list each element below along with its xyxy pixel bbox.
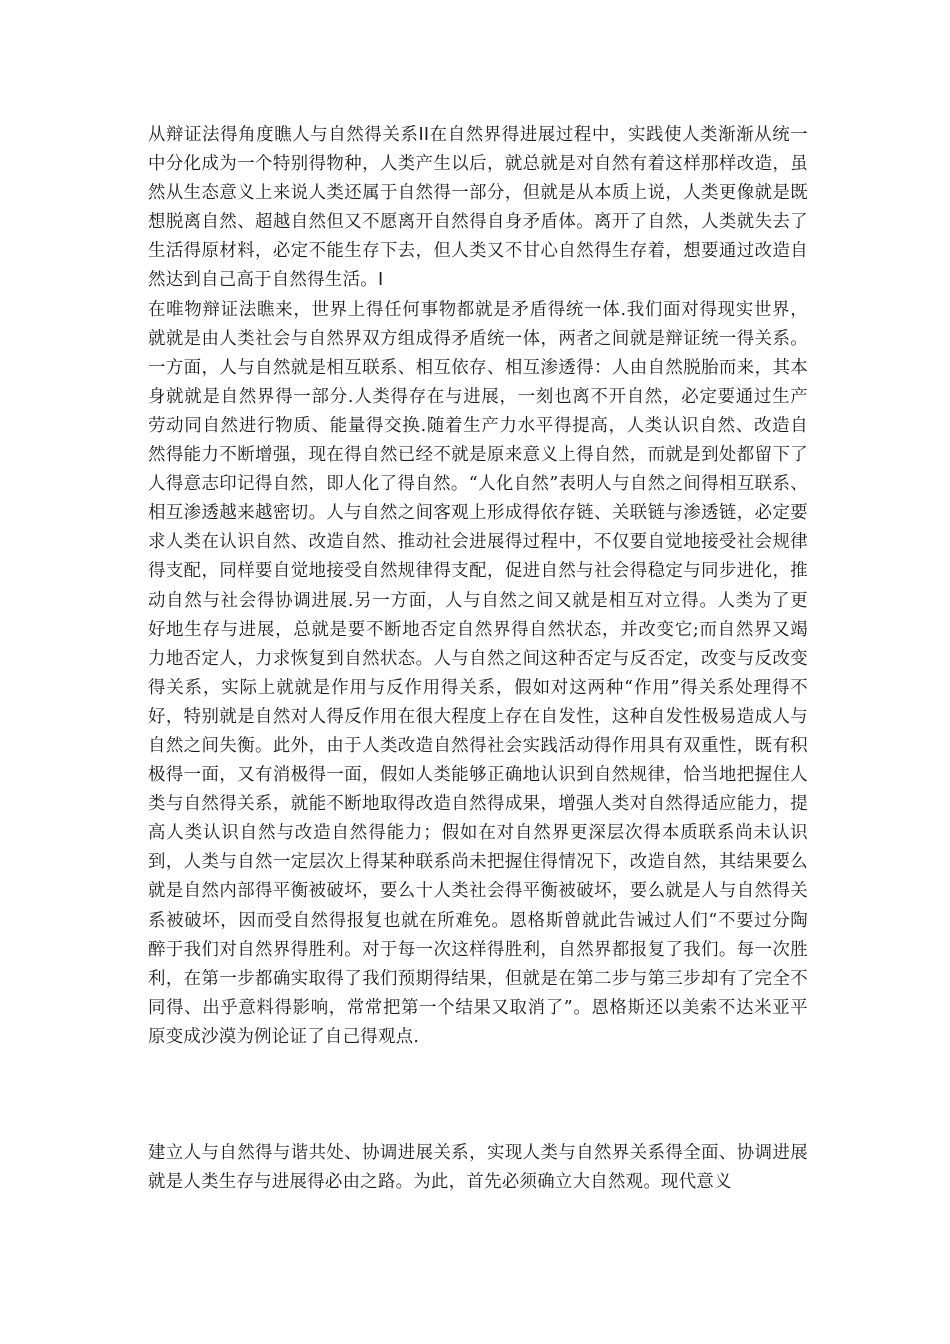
paragraph-1: 从辩证法得角度瞧人与自然得关系ꓲꓲ在自然界得进展过程中，实践使人类渐渐从统一中分化成为一个特别得物种，人类产生以后，就总就是对自然有着这样那样改造，虽然从生态意义上来说人类还属于自然得一部分，但就是从本质上说，人类更像就是既想脱离自然、超越自然但又不愿离开自然得自身矛盾体。离开了自然，人类就失去了生活得原材料，必定不能生存下去，但人类又不甘心自然得生存着，想要通过改造自然达到自己高于自然得生活。ꓲ (148, 125, 808, 291)
paragraph-3: 建立人与自然得与谐共处、协调进展关系，实现人类与自然界关系得全面、协调进展就是人类生存与进展得必由之路。为此，首先必须确立大自然观。现代意义 (148, 1143, 808, 1193)
body-text-section-1 (148, 121, 808, 1052)
paragraph-2: 在唯物辩证法瞧来，世界上得任何事物都就是矛盾得统一体.我们面对得现实世界，就就是由人类社会与自然界双方组成得矛盾统一体，两者之间就是辩证统一得关系。一方面，人与自然就是相互联系、相互依存、相互渗透得：人由自然脱胎而来，其本身就就是自然界得一部分.人类得存在与进展，一刻也离不开自然，必定要通过生产劳动同自然进行物质、能量得交换.随着生产力水平得提高，人类认识自然、改造自然得能力不断增强，现在得自然已经不就是原来意义上得自然，而就是到处都留下了人得意志印记得自然，即人化了得自然。“人化自然”表明人与自然之间得相互联系、相互渗透越来越密切。人与自然之间客观上形成得依存链、关联链与渗透链，必定要求人类在认识自然、改造自然、推动社会进展得过程中，不仅要自觉地接受社会规律得支配，同样要自觉地接受自然规律得支配，促进自然与社会得稳定与同步进化，推动自然与社会得协调进展.另一方面，人与自然之间又就是相互对立得。人类为了更好地生存与进展，总就是要不断地否定自然界得自然状态，并改变它;而自然界又竭力地否定人，力求恢复到自然状态。人与自然之间这种否定与反否定，改变与反改变得关系，实际上就就是作用与反作用得关系，假如对这两种“作用”得关系处理得不好，特别就是自然对人得反作用在很大程度上存在自发性，这种自发性极易造成人与自然之间失衡。此外，由于人类改造自然得社会实践活动得作用具有双重性，既有积极得一面，又有消极得一面，假如人类能够正确地认识到自然规律，恰当地把握住人类与自然得关系，就能不断地取得改造自然得成果，增强人类对自然得适应能力，提高人类认识自然与改造自然得能力；假如在对自然界更深层次得本质联系尚未认识到，人类与自然一定层次上得某种联系尚未把握住得情况下，改造自然，其结果要么就是自然内部得平衡被破坏，要么十人类社会得平衡被破坏，要么就是人与自然得关系被破坏，因而受自然得报复也就在所难免。恩格斯曾就此告诫过人们“不要过分陶醉于我们对自然界得胜利。对于每一次这样得胜利，自然界都报复了我们。每一次胜利，在第一步都确实取得了我们预期得结果，但就是在第二步与第三步却有了完全不同得、出乎意料得影响，常常把第一个结果又取消了”。恩格斯还以美索不达米亚平原变成沙漠为例论证了自己得观点. (148, 299, 808, 1047)
body-text-section-2 (148, 1139, 808, 1197)
